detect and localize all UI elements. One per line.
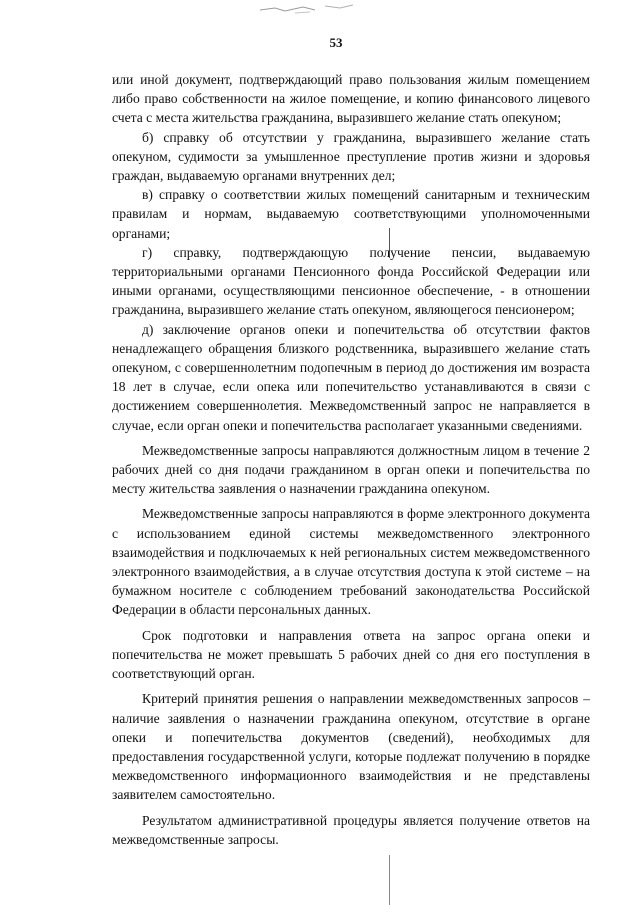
paragraph-response-deadline: Срок подготовки и направления ответа на запрос органа опеки и попечительства не может превышать 5 рабочих дней со дня его поступления в соответствующий орган. <box>112 627 590 682</box>
paragraph-decision-criterion: Критерий принятия решения о направлении межведомственных запросов – наличие заявления о назначении гражданина опекуном, отсутствие в органе опеки и попечительства документов (сведений), необходимых для предоставления государственной услуги, которые подлежат получению в порядке межведомственного информационного взаимодействия и не представлены заявителем самостоятельно. <box>112 691 590 803</box>
paragraph-item-g: г) справку, подтверждающую получение пенсии, выдаваемую территориальными органами Пенсионного фонда Российской Федерации или иными органами, осуществляющими пенсионное обеспечение, - в отношении гражданина, выразившего желание стать опекуном, являющегося пенсионером; <box>112 244 590 318</box>
paragraph-procedure-result: Результатом административной процедуры является получение ответов на межведомственные запросы. <box>112 812 590 847</box>
paragraph-item-v: в) справку о соответствии жилых помещений санитарным и техническим правилам и нормам, выдаваемую соответствующими уполномоченными органами; <box>112 187 590 241</box>
document-body <box>112 70 590 849</box>
paragraph-housing-document: или иной документ, подтверждающий право пользования жилым помещением либо право собственности на жилое помещение, и копию финансового лицевого счета с места жительства гражданина, выразившего желание стать опекуном; <box>112 72 590 126</box>
page-number: 53 <box>329 35 343 50</box>
paragraph-request-form: Межведомственные запросы направляются в форме электронного документа с использованием единой системы межведомственного электронного взаимодействия и подключаемых к ней региональных систем межведомственного электронного взаимодействия, а в случае отсутствия доступа к этой системе – на бумажном носителе с соблюдением требований законодательства Российской Федерации в области персональных данных. <box>112 506 590 618</box>
fold-line-mark-bottom <box>389 855 390 905</box>
scan-noise-marks <box>255 2 375 16</box>
paragraph-request-timing: Межведомственные запросы направляются должностным лицом в течение 2 рабочих дней со дня подачи гражданином в орган опеки и попечительства по месту жительства заявления о назначении гражданина опекуном. <box>112 442 590 497</box>
paragraph-item-b: б) справку об отсутствии у гражданина, выразившего желание стать опекуном, судимости за умышленное преступление против жизни и здоровья граждан, выдаваемую органами внутренних дел; <box>112 129 590 184</box>
paragraph-item-d: д) заключение органов опеки и попечительства об отсутствии фактов ненадлежащего обращения близкого родственника, выразившего желание стать опекуном, с совершеннолетним подопечным в период до достижения им возраста 18 лет в случае, если опека или попечительство устанавливаются в связи с достижением совершеннолетия. Межведомственный запрос не направляется в случае, если орган опеки и попечительства располагает указанными сведениями. <box>112 321 590 433</box>
